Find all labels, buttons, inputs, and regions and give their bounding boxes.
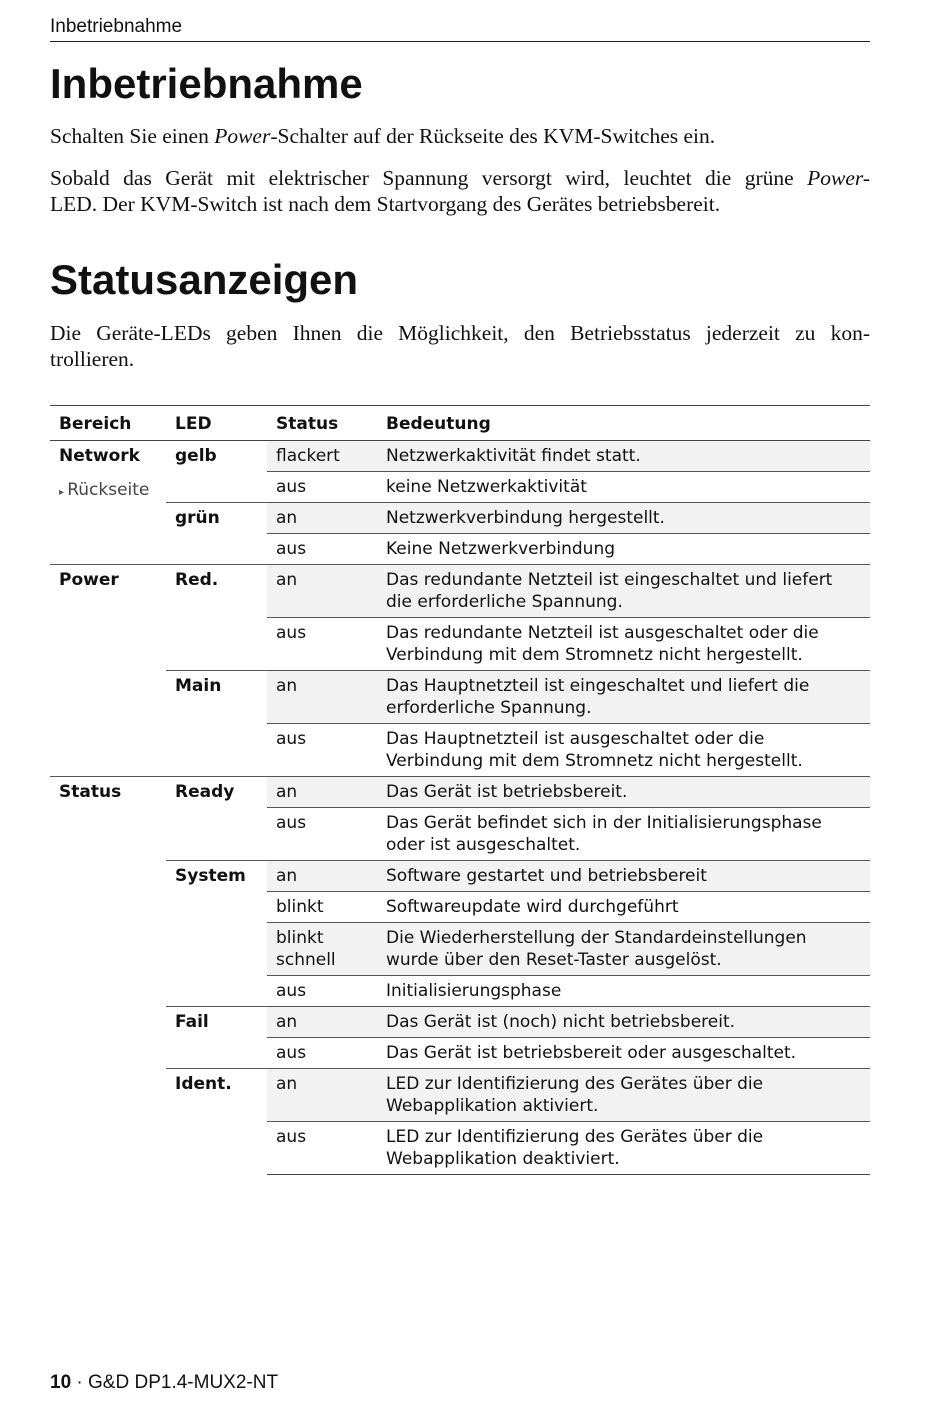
status-led-table [50, 405, 870, 1175]
status-cell: aus [267, 1122, 377, 1175]
column-header: LED [166, 406, 267, 441]
table-row [50, 565, 870, 618]
status-cell [267, 923, 377, 976]
area-cell [50, 441, 166, 565]
area-label: Network [59, 446, 140, 466]
meaning-cell: Keine Netzwerkverbindung [377, 534, 870, 565]
area-cell [50, 565, 166, 777]
meaning-cell: keine Netzwerkaktivität [377, 472, 870, 503]
led-cell: Main [166, 671, 267, 777]
status-cell: aus [267, 976, 377, 1007]
paragraph-status-intro [50, 320, 870, 372]
meaning-cell: Das Gerät befindet sich in der Initialisierungsphase oder ist ausgeschaltet. [377, 808, 870, 861]
status-cell: aus [267, 724, 377, 777]
table-row [50, 861, 870, 892]
status-cell: aus [267, 534, 377, 565]
led-cell: gelb [166, 441, 267, 503]
meaning-cell: Softwareupdate wird durchgeführt [377, 892, 870, 923]
table-body [50, 441, 870, 1175]
status-cell: an [267, 565, 377, 618]
product-name: G&D DP1.4-MUX2-NT [88, 1372, 279, 1393]
meaning-cell: Netzwerkverbindung hergestellt. [377, 503, 870, 534]
led-cell: Red. [166, 565, 267, 671]
meaning-cell: Software gestartet und betriebsbereit [377, 861, 870, 892]
area-label: Status [59, 782, 122, 802]
led-cell: System [166, 861, 267, 1007]
area-cell [50, 777, 166, 1175]
status-cell: aus [267, 808, 377, 861]
paragraph-text: -Schalter auf der Rückseite des KVM-Switches ein. [270, 124, 716, 148]
meaning-cell: Das Gerät ist betriebsbereit. [377, 777, 870, 808]
meaning-cell: LED zur Identifizierung des Gerätes über die Webapplikation deaktiviert. [377, 1122, 870, 1175]
paragraph-power-led [50, 165, 870, 217]
header-rule [50, 41, 870, 42]
emphasis-power: Power- [807, 166, 870, 190]
table-row [50, 503, 870, 534]
status-text: schnell [276, 950, 336, 970]
area-label: Power [59, 570, 119, 590]
paragraph-power-switch [50, 123, 870, 149]
status-cell: an [267, 503, 377, 534]
paragraph-text: Schalten Sie einen [50, 124, 215, 148]
table-row [50, 1007, 870, 1038]
page-footer [50, 1372, 278, 1394]
running-header: Inbetriebnahme [50, 16, 183, 37]
led-cell: Fail [166, 1007, 267, 1069]
paragraph-line: LED. Der KVM-Switch ist nach dem Startvorgang des Gerätes betriebsbereit. [50, 192, 721, 216]
area-sublabel-text: Rückseite [67, 480, 150, 500]
status-text: blinkt [276, 928, 324, 948]
status-cell: an [267, 861, 377, 892]
meaning-cell: Das Gerät ist (noch) nicht betriebsbereit. [377, 1007, 870, 1038]
status-cell: flackert [267, 441, 377, 472]
paragraph-line: Die Geräte-LEDs geben Ihnen die Möglichkeit, den Betriebsstatus jederzeit zu kon- [50, 321, 870, 345]
triangle-right-icon: ▸ [59, 487, 68, 498]
led-cell: Ident. [166, 1069, 267, 1175]
paragraph-text: Sobald das Gerät mit elektrischer Spannung versorgt wird, leuchtet die grüne [50, 166, 808, 190]
led-cell: Ready [166, 777, 267, 861]
emphasis-power: Power [214, 124, 271, 148]
meaning-cell: Initialisierungsphase [377, 976, 870, 1007]
table-row [50, 441, 870, 472]
status-cell: aus [267, 1038, 377, 1069]
table-row [50, 671, 870, 724]
status-cell: an [267, 777, 377, 808]
column-header: Status [267, 406, 377, 441]
footer-separator: · [71, 1372, 89, 1393]
status-cell: aus [267, 472, 377, 503]
meaning-cell: Das Hauptnetzteil ist eingeschaltet und liefert die erforderliche Spannung. [377, 671, 870, 724]
area-sublabel [59, 479, 158, 504]
table-row [50, 777, 870, 808]
status-cell: blinkt [267, 892, 377, 923]
column-header: Bedeutung [377, 406, 870, 441]
meaning-cell: Das Gerät ist betriebsbereit oder ausgeschaltet. [377, 1038, 870, 1069]
led-cell: grün [166, 503, 267, 565]
status-cell: an [267, 671, 377, 724]
paragraph-line [50, 165, 870, 191]
page-number: 10 [50, 1372, 72, 1393]
meaning-cell: Das Hauptnetzteil ist ausgeschaltet oder die Verbindung mit dem Stromnetz nicht hergestellt. [377, 724, 870, 777]
status-cell: aus [267, 618, 377, 671]
table-row [50, 1069, 870, 1122]
meaning-cell: Netzwerkaktivität findet statt. [377, 441, 870, 472]
table-header-row [50, 406, 870, 441]
meaning-cell: Das redundante Netzteil ist eingeschaltet und liefert die erforderliche Spannung. [377, 565, 870, 618]
paragraph-line: trollieren. [50, 347, 135, 371]
status-cell: an [267, 1007, 377, 1038]
section-title-inbetriebnahme: Inbetriebnahme [50, 60, 363, 107]
meaning-cell: Das redundante Netzteil ist ausgeschaltet oder die Verbindung mit dem Stromnetz nicht hergestellt. [377, 618, 870, 671]
meaning-cell: Die Wiederherstellung der Standardeinstellungen wurde über den Reset-Taster ausgelöst. [377, 923, 870, 976]
meaning-cell: LED zur Identifizierung des Gerätes über die Webapplikation aktiviert. [377, 1069, 870, 1122]
section-title-statusanzeigen: Statusanzeigen [50, 256, 359, 303]
column-header: Bereich [50, 406, 166, 441]
status-cell: an [267, 1069, 377, 1122]
